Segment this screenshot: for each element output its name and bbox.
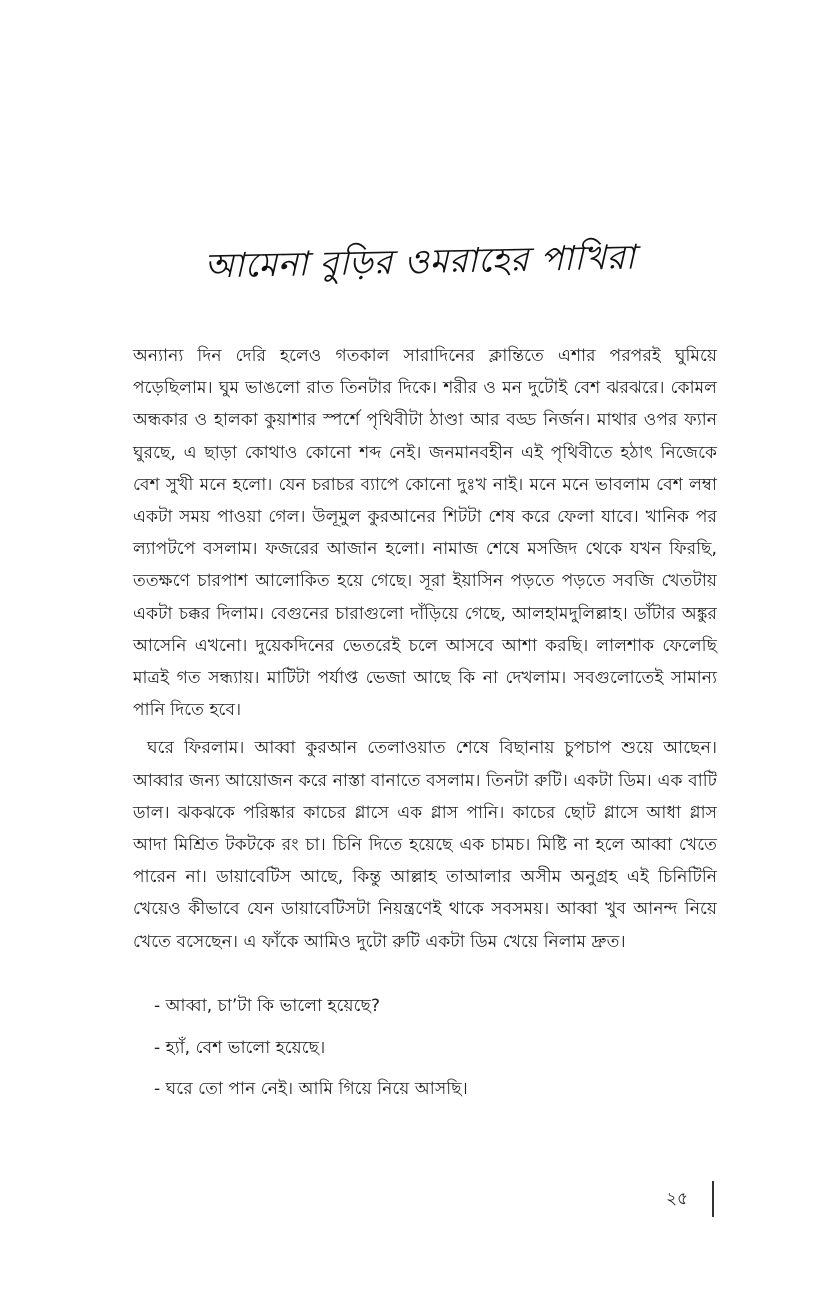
body-text <box>133 340 717 958</box>
dialogue-block <box>154 986 714 1111</box>
paragraph-2: ঘরে ফিরলাম। আব্বা কুরআন তেলাওয়াত শেষে বিছানায় চুপচাপ শুয়ে আছেন। আব্বার জন্য আয়োজন করে নাস্তা বানাতে বসলাম। তিনটা রুটি। একটা ডিম। এক বাটি ডাল। ঝকঝকে পরিষ্কার কাচের গ্লাসে এক গ্লাস পানি। কাচের ছোট গ্লাসে আধা গ্লাস আদা মিশ্রিত টকটকে রং চা। চিনি দিতে হয়েছে এক চামচ। মিষ্টি না হলে আব্বা খেতে পারেন না। ডায়াবেটিস আছে, কিন্তু আল্লাহ তাআলার অসীম অনুগ্রহ এই চিনিটিনি খেয়েও কীভাবে যেন ডায়াবেটিসটা নিয়ন্ত্রণেই থাকে সবসময়। আব্বা খুব আনন্দ নিয়ে খেতে বসেছেন। এ ফাঁকে আমিও দুটো রুটি একটা ডিম খেয়ে নিলাম দ্রুত। <box>133 738 717 952</box>
dialogue-line: - ঘরে তো পান নেই। আমি গিয়ে নিয়ে আসছি। <box>154 1079 468 1099</box>
paragraph-1: অন্যান্য দিন দেরি হলেও গতকাল সারাদিনের ক্লান্তিতে এশার পরপরই ঘুমিয়ে পড়েছিলাম। ঘুম ভাঙলো রাত তিনটার দিকে। শরীর ও মন দুটোই বেশ ঝরঝরে। কোমল অন্ধকার ও হালকা কুয়াশার স্পর্শে পৃথিবীটা ঠাণ্ডা আর বড্ড নির্জন। মাথার ওপর ফ্যান ঘুরছে, এ ছাড়া কোথাও কোনো শব্দ নেই। জনমানবহীন এই পৃথিবীতে হঠাৎ নিজেকে বেশ সুখী মনে হলো। যেন চরাচর ব্যাপে কোনো দুঃখ নাই। মনে মনে ভাবলাম বেশ লম্বা একটা সময় পাওয়া গেল। উলূমুল কুরআনের শিটটা শেষ করে ফেলা যাবে। খানিক পর ল্যাপটপে বসলাম। ফজরের আজান হলো। নামাজ শেষে মসজিদ থেকে যখন ফিরছি, ততক্ষণে চারপাশ আলোকিত হয়ে গেছে। সূরা ইয়াসিন পড়তে পড়তে সবজি খেতটায় একটা চক্কর দিলাম। বেগুনের চারাগুলো দাঁড়িয়ে গেছে, আলহামদুলিল্লাহ। ডাঁটার অঙ্কুর আসেনি এখনো। দুয়েকদিনের ভেতরেই চলে আসবে আশা করছি। লালশাক ফেলেছি মাত্রই গত সন্ধ্যায়। মাটিটা পর্যাপ্ত ভেজা আছে কি না দেখলাম। সবগুলোতেই সামান্য পানি দিতে হবে। <box>133 346 717 721</box>
page-number: ২৫ <box>666 1189 689 1209</box>
dialogue-line: - হ্যাঁ, বেশ ভালো হয়েছে। <box>154 1037 326 1058</box>
dialogue-line: - আব্বা, চা’টা কি ভালো হয়েছে? <box>154 996 381 1016</box>
chapter-title: আমেনা বুড়ির ওমরাহের পাখিরা <box>203 237 636 287</box>
page-number-divider <box>712 1181 714 1217</box>
